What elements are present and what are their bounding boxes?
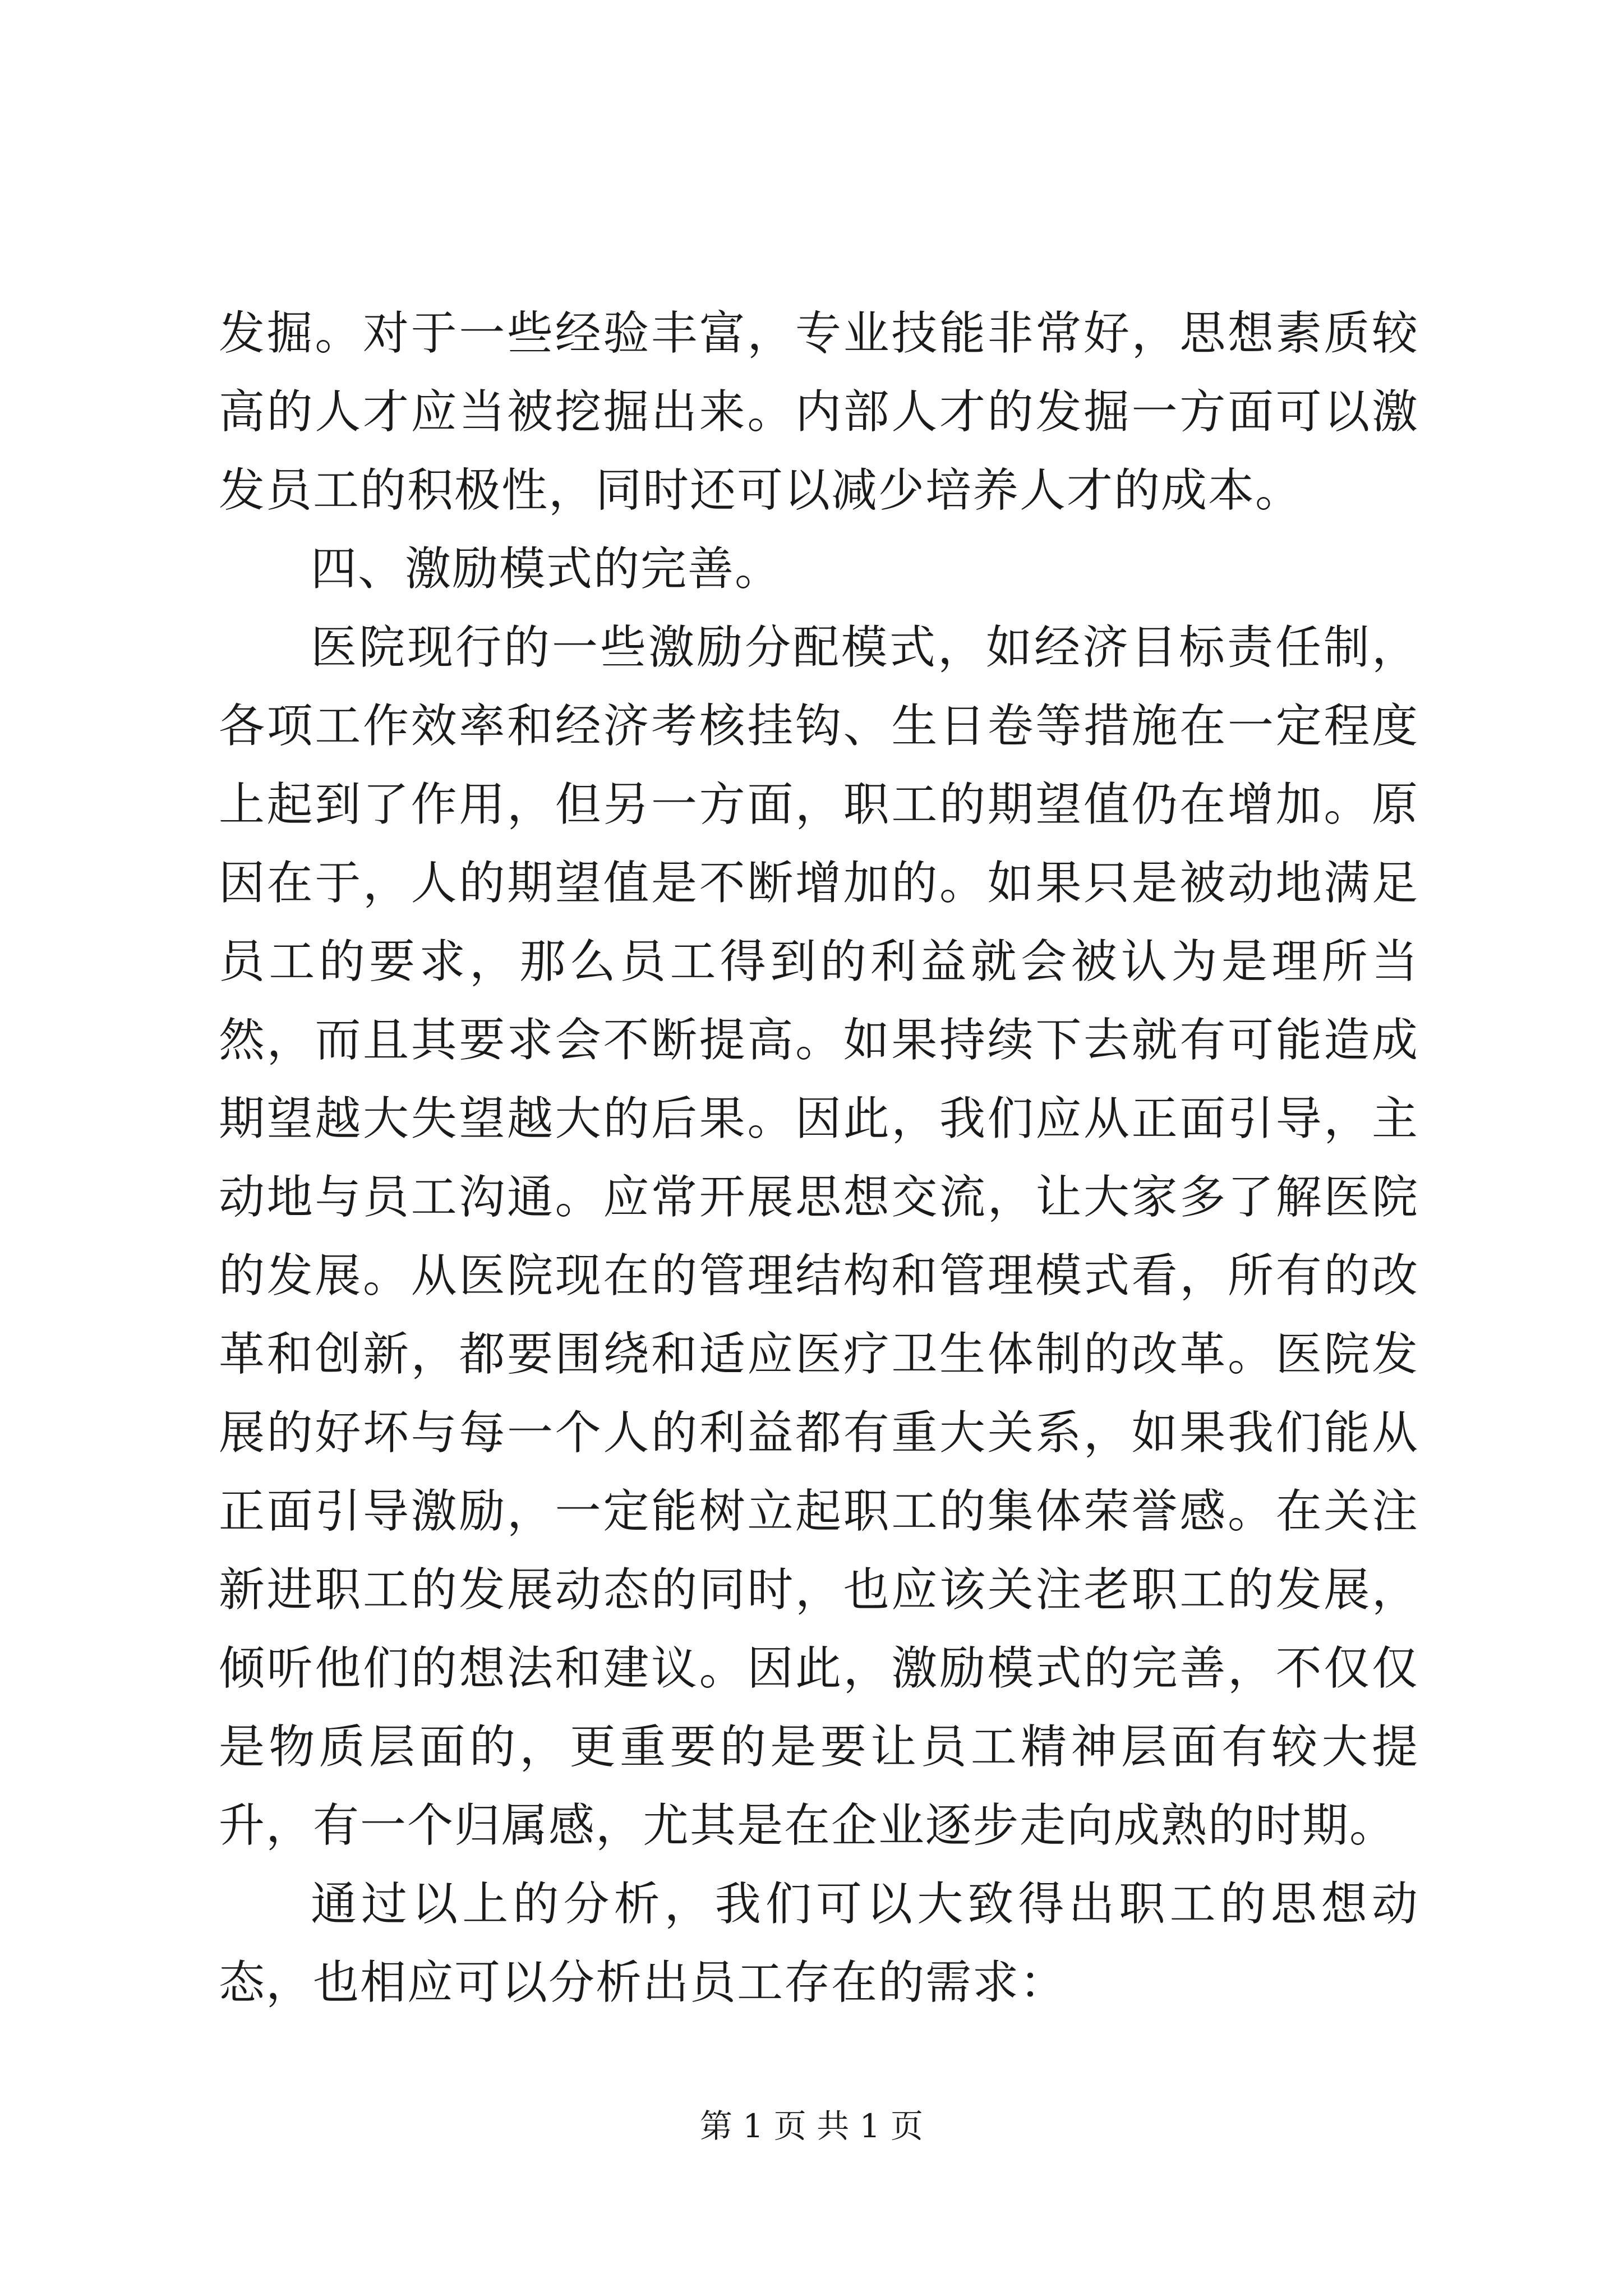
paragraph-3: 医院现行的一些激励分配模式，如经济目标责任制，各项工作效率和经济考核挂钩、生日卷等措施在一定程度上起到了作用，但另一方面，职工的期望值仍在增加。原因在于，人的期望值是不断增加的。如果只是被动地满足员工的要求，那么员工得到的利益就会被认为是理所当然，而且其要求会不断提高。如果持续下去就有可能造成期望越大失望越大的后果。因此，我们应从正面引导，主动地与员工沟通。应常开展思想交流，让大家多了解医院的发展。从医院现在的管理结构和管理模式看，所有的改革和创新，都要围绕和适应医疗卫生体制的改革。医院发展的好坏与每一个人的利益都有重大关系，如果我们能从正面引导激励，一定能树立起职工的集体荣誉感。在关注新进职工的发展动态的同时，也应该关注老职工的发展，倾听他们的想法和建议。因此，激励模式的完善，不仅仅是物质层面的，更重要的是要让员工精神层面有较大提升，有一个归属感，尤其是在企业逐步走向成熟的时期。 — [219, 621, 1419, 1852]
section-heading-4: 四、激励模式的完善。 — [311, 542, 782, 596]
document-body — [219, 295, 1419, 2022]
page-footer: 第 1 页 共 1 页 — [700, 2107, 923, 2145]
paragraph-1: 发掘。对于一些经验丰富，专业技能非常好，思想素质较高的人才应当被挖掘出来。内部人才的发掘一方面可以激发员工的积极性，同时还可以减少培养人才的成本。 — [219, 307, 1419, 517]
paragraph-4: 通过以上的分析，我们可以大致得出职工的思想动态，也相应可以分析出员工存在的需求： — [219, 1878, 1419, 2009]
